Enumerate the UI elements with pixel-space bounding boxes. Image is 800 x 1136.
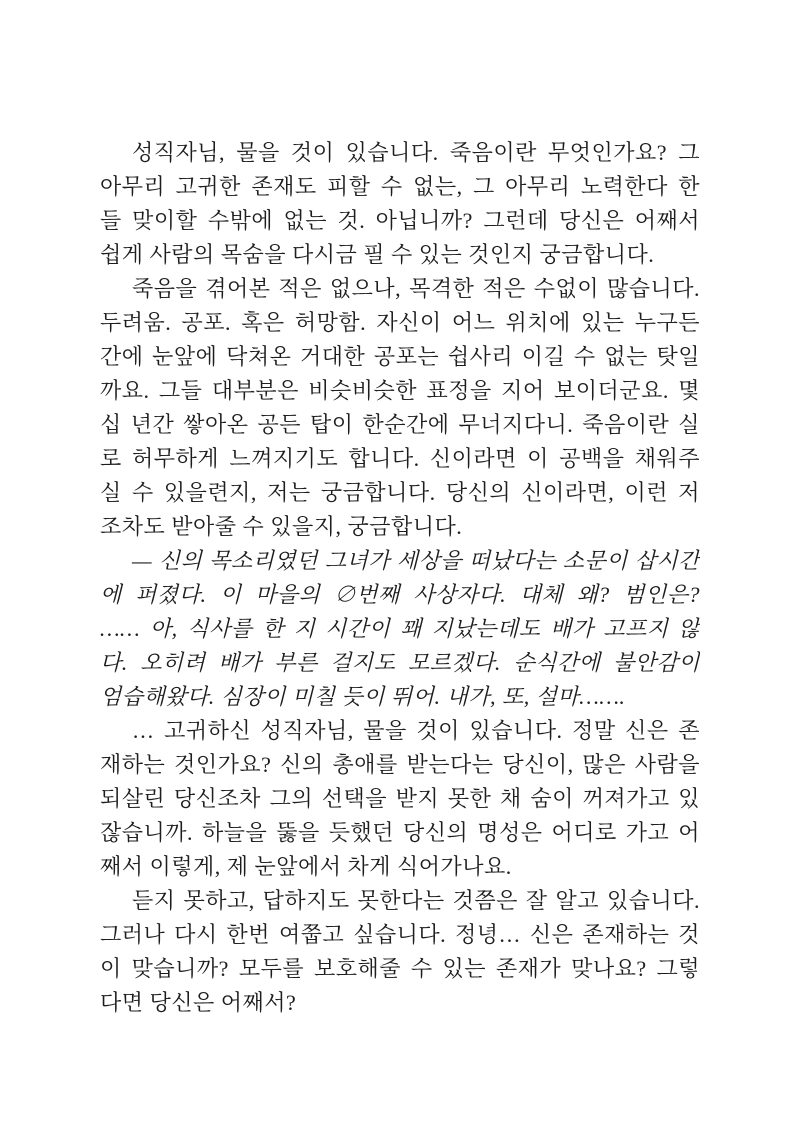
text-line: 까요. 그들 대부분은 비슷비슷한 표정을 지어 보이더군요. 몇 — [100, 378, 700, 403]
text-line: 다. 오히려 배가 부른 걸지도 모르겠다. 순식간에 불안감이 — [100, 650, 700, 675]
paragraph — [100, 136, 700, 272]
paragraph — [100, 714, 700, 884]
text-line: 다면 당신은 어째서? — [100, 990, 297, 1015]
text-line: 째서 이렇게, 제 눈앞에서 차게 식어가나요. — [100, 854, 512, 879]
text-line: 간에 눈앞에 닥쳐온 거대한 공포는 쉽사리 이길 수 없는 탓일 — [100, 344, 700, 369]
text-line: 아무리 고귀한 존재도 피할 수 없는, 그 아무리 노력한다 한 — [100, 174, 700, 199]
text-line: 듣지 못하고, 답하지도 못한다는 것쯤은 잘 알고 있습니다. — [132, 888, 700, 913]
text-line: 이 맞습니까? 모두를 보호해줄 수 있는 존재가 맞나요? 그렇 — [100, 956, 700, 981]
paragraph — [100, 884, 700, 1020]
text-line: 재하는 것인가요? 신의 총애를 받는다는 당신이, 많은 사람을 — [100, 752, 700, 777]
text-line: 조차도 받아줄 수 있을지, 궁금합니다. — [100, 514, 463, 539]
text-line: 엄습해왔다. 심장이 미칠 듯이 뛰어. 내가, 또, 설마……. — [100, 684, 626, 709]
text-line: 들 맞이할 수밖에 없는 것. 아닙니까? 그런데 당신은 어째서 — [100, 208, 700, 233]
paragraph — [100, 544, 700, 714]
text-line: 쉽게 사람의 목숨을 다시금 필 수 있는 것인지 궁금합니다. — [100, 242, 655, 267]
text-line: 잖습니까. 하늘을 뚫을 듯했던 당신의 명성은 어디로 가고 어 — [100, 820, 700, 845]
text-line: 되살린 당신조차 그의 선택을 받지 못한 채 숨이 꺼져가고 있 — [100, 786, 700, 811]
text-line: — 신의 목소리였던 그녀가 세상을 떠났다는 소문이 삽시간 — [132, 548, 700, 573]
text-line: 로 허무하게 느껴지기도 합니다. 신이라면 이 공백을 채워주 — [100, 446, 700, 471]
text-line: 죽음을 겪어본 적은 없으나, 목격한 적은 수없이 많습니다. — [132, 276, 700, 301]
text-line: 그러나 다시 한번 여쭙고 싶습니다. 정녕… 신은 존재하는 것 — [100, 922, 700, 947]
text-line: 성직자님, 물을 것이 있습니다. 죽음이란 무엇인가요? 그 — [132, 140, 700, 165]
text-line: 에 퍼졌다. 이 마을의 ∅번째 사상자다. 대체 왜? 범인은? — [100, 582, 700, 607]
text-line: … 고귀하신 성직자님, 물을 것이 있습니다. 정말 신은 존 — [132, 718, 700, 743]
novel-text-block — [100, 136, 700, 1020]
text-line: 두려움. 공포. 혹은 허망함. 자신이 어느 위치에 있는 누구든 — [100, 310, 700, 335]
paragraph — [100, 272, 700, 544]
text-line: …… 아, 식사를 한 지 시간이 꽤 지났는데도 배가 고프지 않 — [100, 616, 700, 641]
text-line: 실 수 있을련지, 저는 궁금합니다. 당신의 신이라면, 이런 저 — [100, 480, 700, 505]
text-line: 십 년간 쌓아온 공든 탑이 한순간에 무너지다니. 죽음이란 실 — [100, 412, 700, 437]
